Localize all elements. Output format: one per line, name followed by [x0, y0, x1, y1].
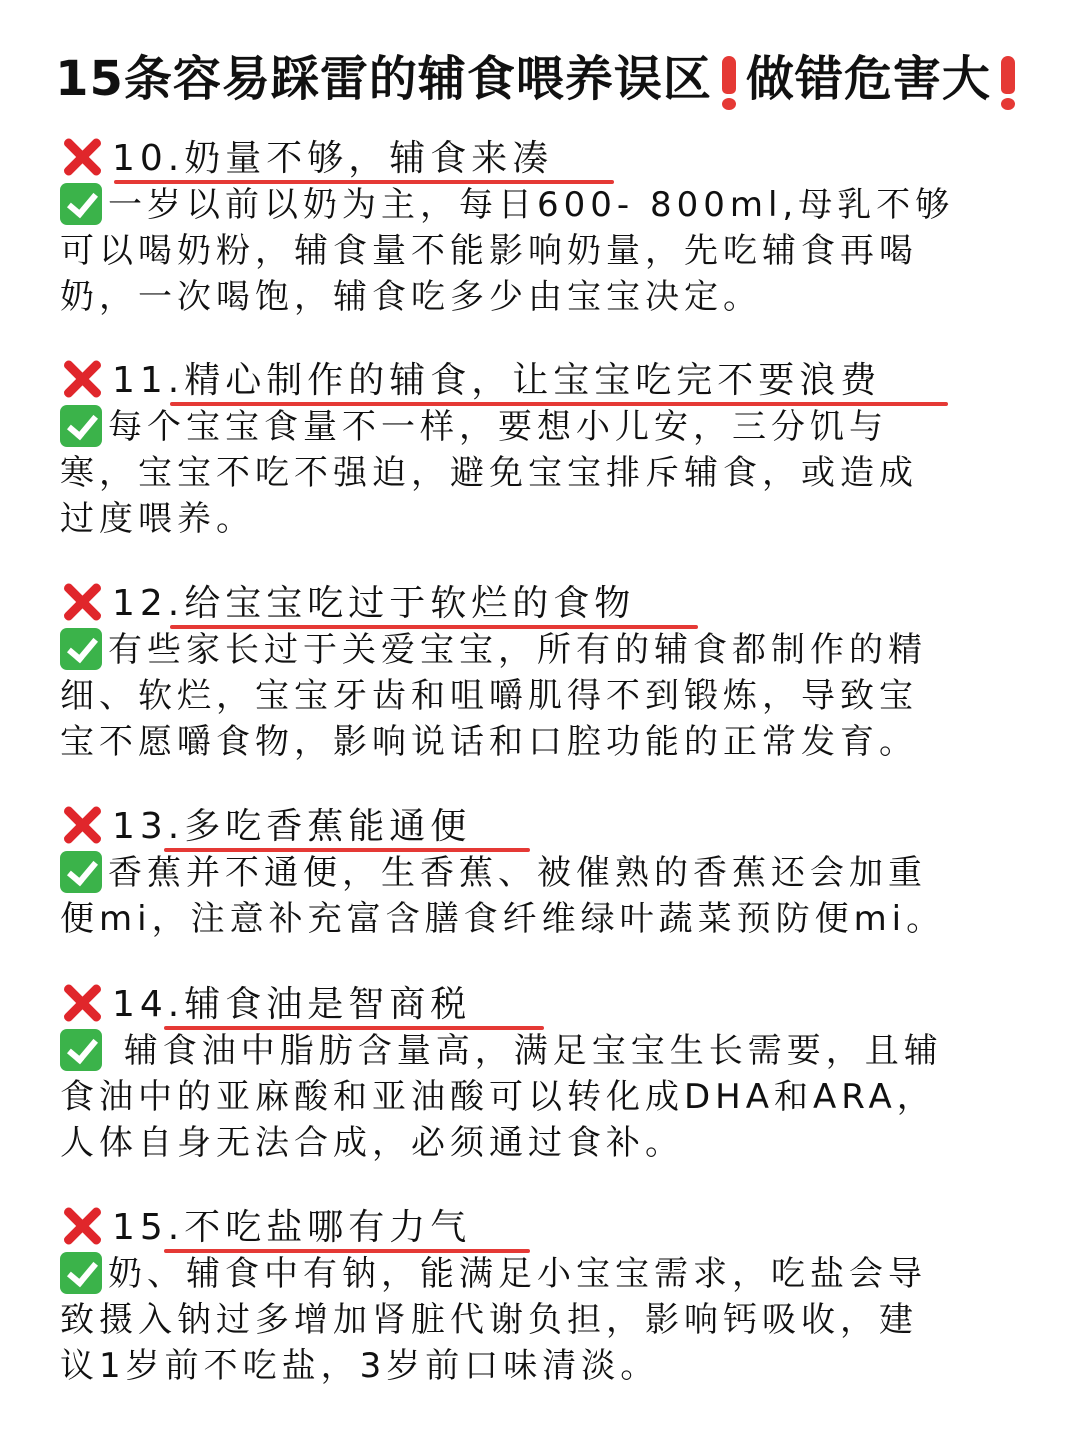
myth-heading	[60, 1205, 1020, 1251]
myth-item-15	[60, 1205, 1020, 1389]
red-cross-icon	[60, 981, 104, 1025]
myth-heading	[60, 358, 1020, 404]
red-underline	[164, 848, 530, 852]
myth-title: 多吃香蕉能通便	[184, 806, 472, 847]
myth-number: 12.	[112, 583, 185, 624]
answer-line: 寒，宝宝不吃不强迫，避免宝宝排斥辅食，或造成	[60, 453, 918, 493]
green-check-icon	[60, 628, 102, 670]
answer-line: 一岁以前以奶为主，每日600- 800ml,母乳不够	[60, 182, 1020, 228]
myth-number: 14.	[112, 984, 185, 1025]
red-exclamation-icon	[997, 54, 1019, 110]
green-check-icon	[60, 183, 102, 225]
red-underline	[170, 625, 698, 629]
red-cross-icon	[60, 1204, 104, 1248]
myth-item-12	[60, 581, 1020, 765]
myth-title: 辅食油是智商税	[184, 984, 472, 1025]
myth-item-14	[60, 982, 1020, 1166]
myth-number: 13.	[112, 806, 185, 847]
myth-heading	[60, 804, 1020, 850]
answer-text	[60, 1028, 1020, 1166]
myth-number: 11.	[112, 360, 185, 401]
myth-title: 不吃盐哪有力气	[184, 1207, 472, 1248]
green-check-icon	[60, 405, 102, 447]
myth-title: 精心制作的辅食，让宝宝吃完不要浪费	[184, 360, 882, 401]
green-check-icon	[60, 851, 102, 893]
answer-line: 致摄入钠过多增加肾脏代谢负担，影响钙吸收，建	[60, 1300, 918, 1340]
red-cross-icon	[60, 135, 104, 179]
red-exclamation-icon	[718, 54, 740, 110]
red-cross-icon	[60, 803, 104, 847]
answer-line: 每个宝宝食量不一样，要想小儿安，三分饥与	[60, 404, 1020, 450]
answer-text	[60, 182, 1020, 320]
myth-number: 10.	[112, 138, 185, 179]
red-cross-icon	[60, 580, 104, 624]
answer-text	[60, 850, 1020, 942]
myth-item-10	[60, 136, 1020, 320]
myth-title: 奶量不够，辅食来凑	[184, 138, 554, 179]
answer-line: 便mi，注意补充富含膳食纤维绿叶蔬菜预防便mi。	[60, 899, 946, 939]
title-main: 15条容易踩雷的辅食喂养误区	[55, 51, 712, 107]
answer-line: 奶，一次喝饱，辅食吃多少由宝宝决定。	[60, 277, 762, 317]
answer-line: 食油中的亚麻酸和亚油酸可以转化成DHA和ARA，	[60, 1077, 936, 1117]
answer-text	[60, 404, 1020, 542]
myth-heading	[60, 581, 1020, 627]
answer-line: 宝不愿嚼食物，影响说话和口腔功能的正常发育。	[60, 722, 918, 762]
answer-text	[60, 1251, 1020, 1389]
red-underline	[164, 1249, 530, 1253]
myth-number: 15.	[112, 1207, 185, 1248]
myth-item-11	[60, 358, 1020, 542]
red-cross-icon	[60, 357, 104, 401]
red-underline	[114, 180, 614, 184]
myth-heading	[60, 982, 1020, 1028]
myth-item-13	[60, 804, 1020, 942]
green-check-icon	[60, 1252, 102, 1294]
answer-line: 有些家长过于关爱宝宝，所有的辅食都制作的精	[60, 627, 1020, 673]
answer-line: 奶、辅食中有钠，能满足小宝宝需求，吃盐会导	[60, 1251, 1020, 1297]
red-underline	[170, 402, 948, 406]
page-title	[0, 44, 1080, 114]
answer-text	[60, 627, 1020, 765]
answer-line: 香蕉并不通便，生香蕉、被催熟的香蕉还会加重	[60, 850, 1020, 896]
answer-line: 人体自身无法合成，必须通过食补。	[60, 1123, 684, 1163]
title-sub: 做错危害大	[745, 51, 991, 107]
myth-heading	[60, 136, 1020, 182]
answer-line: 议1岁前不吃盐，3岁前口味清淡。	[60, 1346, 660, 1386]
red-underline	[164, 1026, 544, 1030]
answer-line: 辅食油中脂肪含量高，满足宝宝生长需要，且辅	[60, 1028, 1020, 1074]
answer-line: 可以喝奶粉，辅食量不能影响奶量，先吃辅食再喝	[60, 231, 918, 271]
answer-line: 过度喂养。	[60, 499, 255, 539]
answer-line: 细、软烂，宝宝牙齿和咀嚼肌得不到锻炼，导致宝	[60, 676, 918, 716]
myth-title: 给宝宝吃过于软烂的食物	[184, 583, 636, 624]
green-check-icon	[60, 1029, 102, 1071]
